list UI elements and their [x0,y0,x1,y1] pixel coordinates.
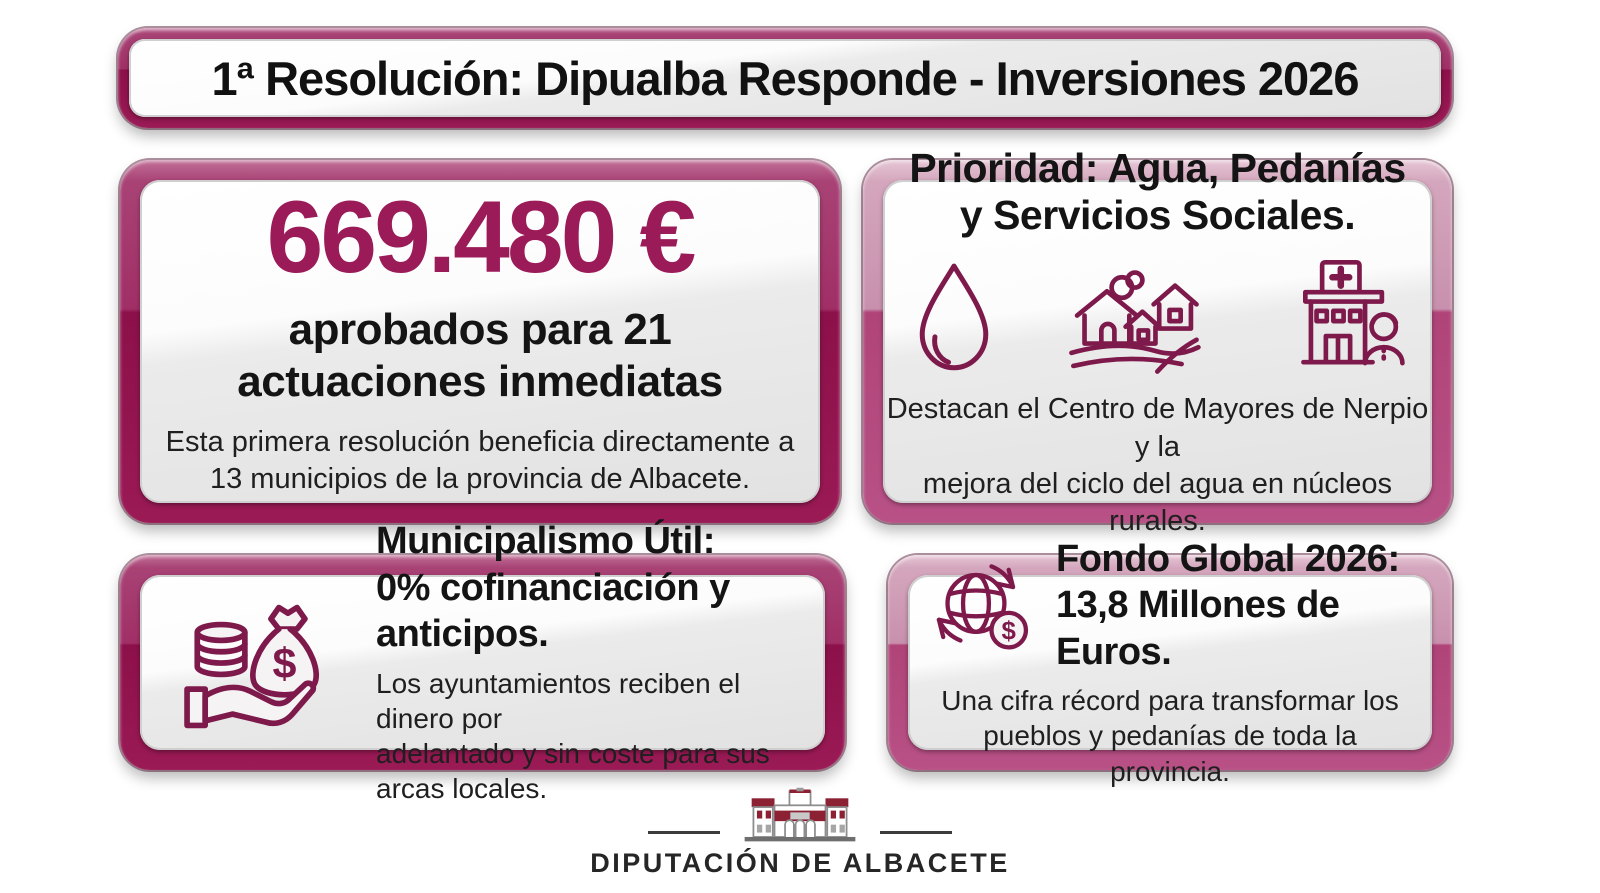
priority-card-inner [883,145,1432,537]
municipalism-card-inner [140,520,825,805]
footer [0,786,1600,879]
municipalism-description-line2: adelantado y sin coste para sus arcas locales. [376,738,770,805]
svg-text:$: $ [272,639,297,688]
funding-headline-line2: actuaciones inmediatas [237,357,723,407]
municipalism-title [376,518,801,657]
global-fund-description-line2: pueblos y pedanías de toda la provincia. [983,720,1357,787]
money-bag-hand-icon [178,590,348,735]
priority-description-line1: Destacan el Centro de Mayores de Nerpio y la [886,393,1429,463]
priority-icon-row [908,257,1408,375]
priority-title [909,145,1405,239]
funding-headline [237,304,722,408]
funding-card-inner [140,180,820,503]
global-fund-card [888,538,1452,787]
global-fund-description-line1: Una cifra récord para transformar los [941,685,1399,717]
health-center-icon [1268,257,1408,375]
footer-rule-right [880,831,952,834]
funding-description [166,424,795,498]
priority-description [883,391,1432,539]
globe-currency-icon [926,554,1038,658]
global-fund-title-line1: Fondo Global 2026: [1056,538,1400,581]
footer-organization-name: DIPUTACIÓN DE ALBACETE [590,848,1010,878]
funding-amount: 669.480 € [266,180,694,295]
footer-logo-row [634,786,966,844]
funding-headline-line1: aprobados para 21 [288,305,672,355]
municipalism-card [120,520,845,805]
global-fund-title [1056,536,1414,675]
funding-description-line1: Esta primera resolución beneficia directamente a [165,426,795,459]
provincial-palace-logo [734,786,866,844]
water-drop-icon [908,257,1000,375]
priority-title-line2: y Servicios Sociales. [959,192,1356,239]
global-fund-header [926,536,1414,675]
title-banner [118,28,1452,128]
page-title: 1ª Resolución: Dipualba Responde - Inversiones 2026 [211,51,1359,105]
footer-rule-left [648,831,720,834]
rural-village-icon [1064,257,1204,375]
priority-title-line1: Prioridad: Agua, Pedanías [909,145,1406,192]
municipalism-description-line1: Los ayuntamientos reciben el dinero por [376,667,741,734]
priority-description-line2: mejora del ciclo del agua en núcleos rurales. [922,467,1393,537]
funding-description-line2: 13 municipios de la provincia de Albacete. [209,463,751,496]
priority-card [863,145,1452,537]
municipalism-title-line1: Municipalismo Útil: [376,520,715,563]
municipalism-text-block [376,518,801,806]
global-fund-description [926,683,1414,789]
global-fund-title-line2: 13,8 Millones de Euros. [1056,584,1340,673]
global-fund-card-inner [908,538,1432,787]
title-banner-inner [129,39,1441,117]
svg-text:$: $ [1001,617,1016,646]
funding-card [120,160,840,523]
municipalism-title-line2: 0% cofinanciación y anticipos. [376,566,730,656]
